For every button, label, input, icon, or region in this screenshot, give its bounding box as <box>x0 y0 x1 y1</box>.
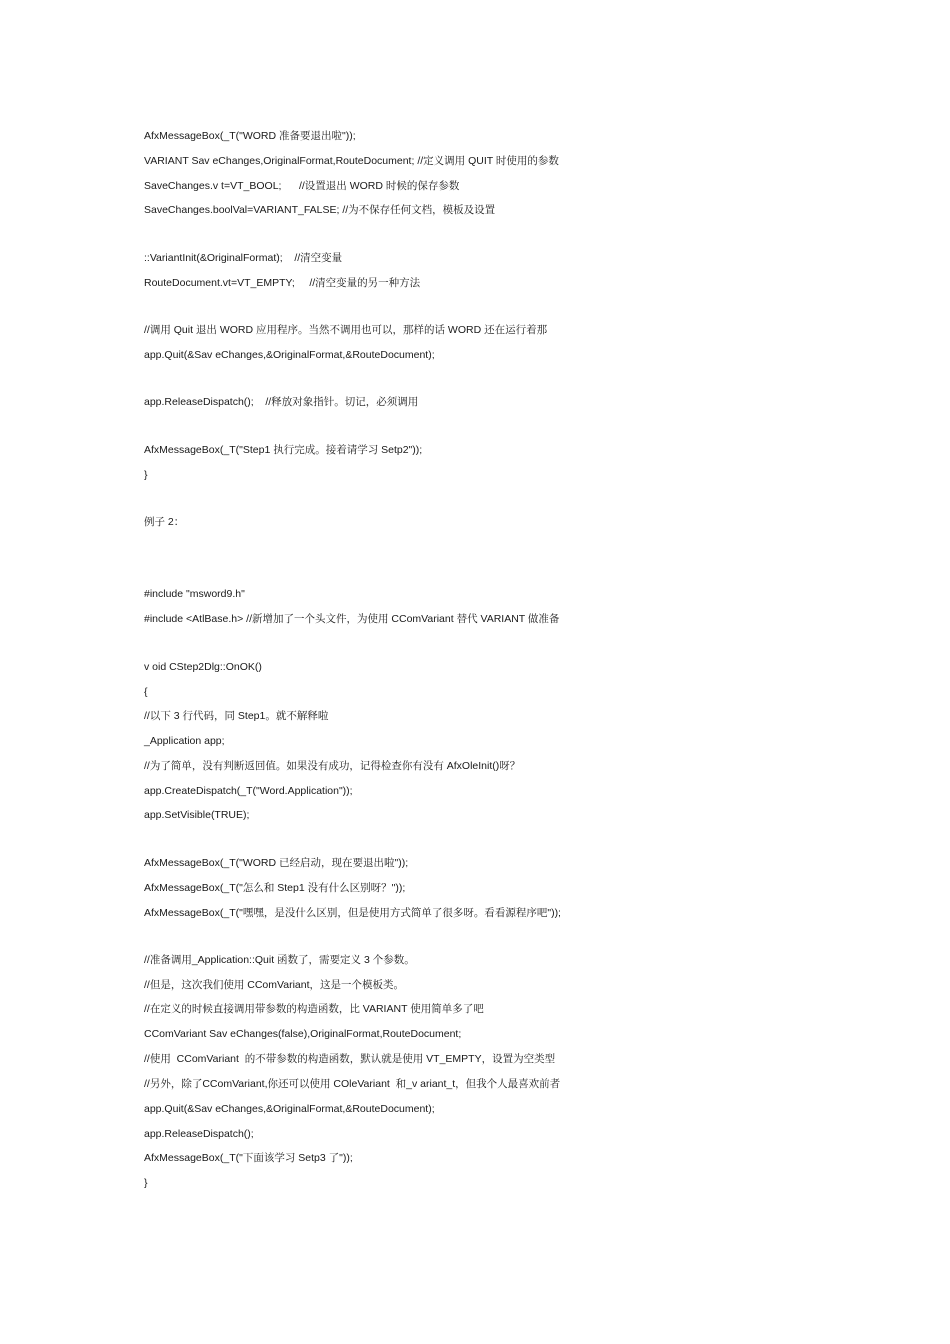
section-heading: 例子 2： <box>144 516 185 528</box>
code-line: SaveChanges.v t=VT_BOOL; //设置退出 WORD 时候的保存参数 <box>144 180 460 192</box>
code-line: #include <AtlBase.h> //新增加了一个头文件，为使用 CComVariant 替代 VARIANT 做准备 <box>144 613 560 625</box>
code-line: } <box>144 469 148 481</box>
code-line: AfxMessageBox(_T("WORD 已经启动，现在要退出啦")); <box>144 857 409 869</box>
code-line: //以下 3 行代码，同 Step1。就不解释啦 <box>144 710 329 722</box>
code-line: app.CreateDispatch(_T("Word.Application")); <box>144 785 353 797</box>
code-line: v oid CStep2Dlg::OnOK() <box>144 661 262 673</box>
code-line: app.Quit(&Sav eChanges,&OriginalFormat,&RouteDocument); <box>144 349 435 361</box>
code-line: //为了简单，没有判断返回值。如果没有成功，记得检查你有没有 AfxOleInit()呀？ <box>144 760 521 772</box>
code-line: //但是，这次我们使用 CComVariant，这是一个模板类。 <box>144 979 404 991</box>
code-line: _Application app; <box>144 735 225 747</box>
code-line: ::VariantInit(&OriginalFormat); //清空变量 <box>144 252 343 264</box>
code-line: //准备调用_Application::Quit 函数了，需要定义 3 个参数。 <box>144 954 415 966</box>
code-line: //调用 Quit 退出 WORD 应用程序。当然不调用也可以，那样的话 WORD 还在运行着那 <box>144 324 548 336</box>
code-line: app.Quit(&Sav eChanges,&OriginalFormat,&RouteDocument); <box>144 1103 435 1115</box>
code-line: CComVariant Sav eChanges(false),OriginalFormat,RouteDocument; <box>144 1028 462 1040</box>
code-line: //使用 CComVariant 的不带参数的构造函数，默认就是使用 VT_EMPTY，设置为空类型 <box>144 1053 556 1065</box>
code-line: app.ReleaseDispatch(); <box>144 1128 254 1140</box>
code-line: //在定义的时候直接调用带参数的构造函数，比 VARIANT 使用简单多了吧 <box>144 1003 484 1015</box>
code-line: app.SetVisible(TRUE); <box>144 809 250 821</box>
code-line: app.ReleaseDispatch(); //释放对象指针。切记，必须调用 <box>144 396 419 408</box>
code-line: #include "msword9.h" <box>144 588 245 600</box>
code-line: SaveChanges.boolVal=VARIANT_FALSE; //为不保存任何文档，模板及设置 <box>144 204 496 216</box>
code-line: AfxMessageBox(_T("怎么和 Step1 没有什么区别呀？")); <box>144 882 406 894</box>
code-line: AfxMessageBox(_T("嘿嘿，是没什么区别，但是使用方式简单了很多呀。看看源程序吧")); <box>144 907 561 919</box>
code-line: VARIANT Sav eChanges,OriginalFormat,RouteDocument; //定义调用 QUIT 时使用的参数 <box>144 155 559 167</box>
code-line: AfxMessageBox(_T("下面该学习 Setp3 了")); <box>144 1152 353 1164</box>
code-line: AfxMessageBox(_T("Step1 执行完成。接着请学习 Setp2")); <box>144 444 423 456</box>
code-line: //另外，除了CComVariant,你还可以使用 COleVariant 和_v ariant_t，但我个人最喜欢前者 <box>144 1078 561 1090</box>
code-line: RouteDocument.vt=VT_EMPTY; //清空变量的另一种方法 <box>144 277 421 289</box>
code-line: } <box>144 1177 148 1189</box>
code-line: AfxMessageBox(_T("WORD 准备要退出啦")); <box>144 130 356 142</box>
code-line: { <box>144 686 148 698</box>
